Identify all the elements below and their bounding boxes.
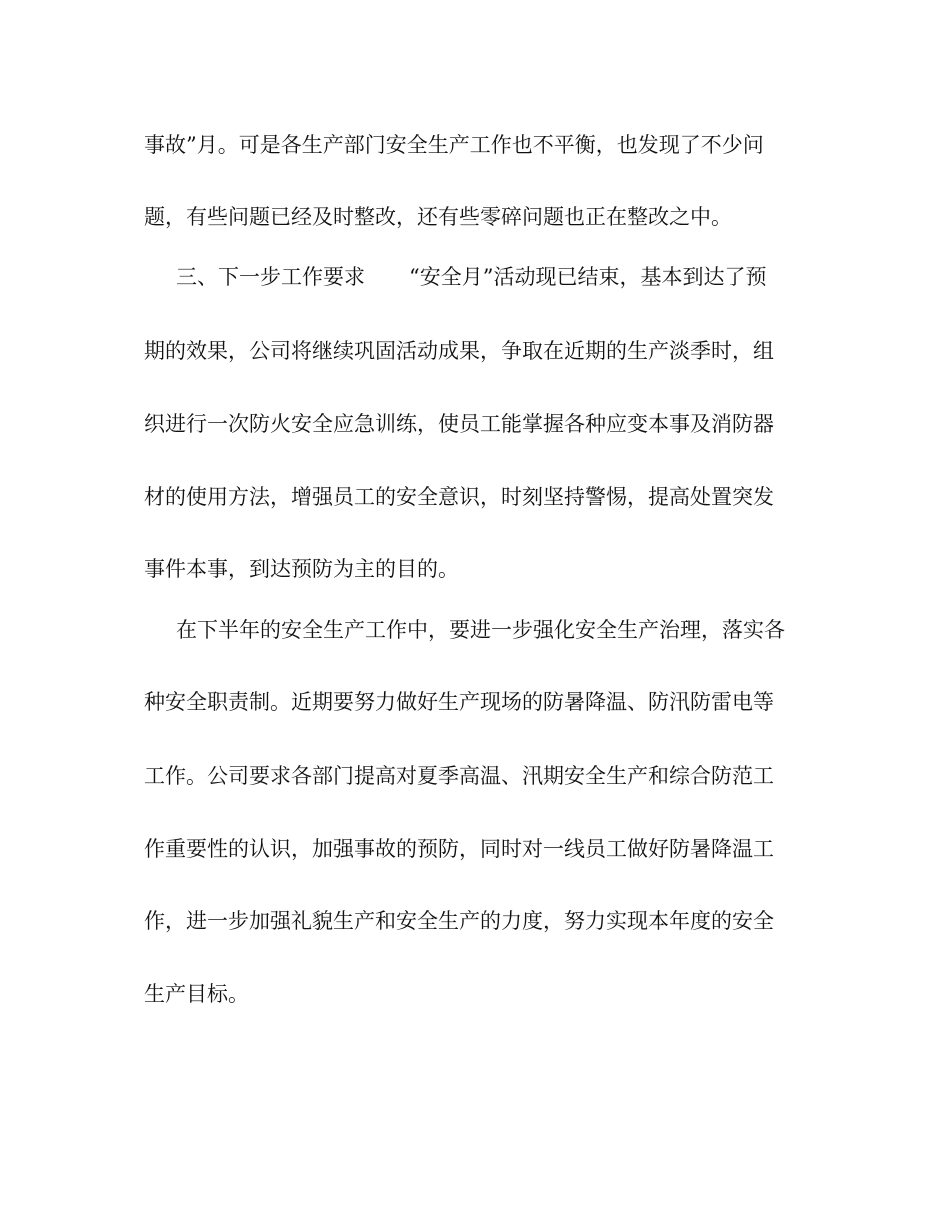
paragraph-line: 种安全职责制。近期要努力做好生产现场的防暑降温、防汛防雷电等 [144,690,774,714]
section-heading-line [176,262,766,292]
paragraph-line: 作重要性的认识，加强事故的预防，同时对一线员工做好防暑降温工 [144,837,774,861]
paragraph-line: 织进行一次防火安全应急训练，使员工能掌握各种应变本事及消防器 [144,412,774,436]
paragraph-line: 事故”月。可是各生产部门安全生产工作也不平衡，也发现了不少问 [144,133,764,157]
paragraph-line: 题，有些问题已经及时整改，还有些零碎问题也正在整改之中。 [144,205,732,229]
paragraph-line: 材的使用方法，增强员工的安全意识，时刻坚持警惕，提高处置突发 [144,485,774,509]
paragraph-text: “安全月”活动现已结束，基本到达了预 [409,265,767,289]
paragraph-line: 事件本事，到达预防为主的目的。 [144,557,459,581]
section-heading: 三、下一步工作要求 [176,265,365,289]
paragraph-line: 作，进一步加强礼貌生产和安全生产的力度，努力实现本年度的安全 [144,909,774,933]
paragraph-line: 工作。公司要求各部门提高对夏季高温、汛期安全生产和综合防范工 [144,764,774,788]
paragraph-line: 期的效果，公司将继续巩固活动成果，争取在近期的生产淡季时，组 [144,339,774,363]
paragraph-first-line: 在下半年的安全生产工作中，要进一步强化安全生产治理，落实各 [176,618,785,642]
paragraph-line: 生产目标。 [144,982,249,1006]
